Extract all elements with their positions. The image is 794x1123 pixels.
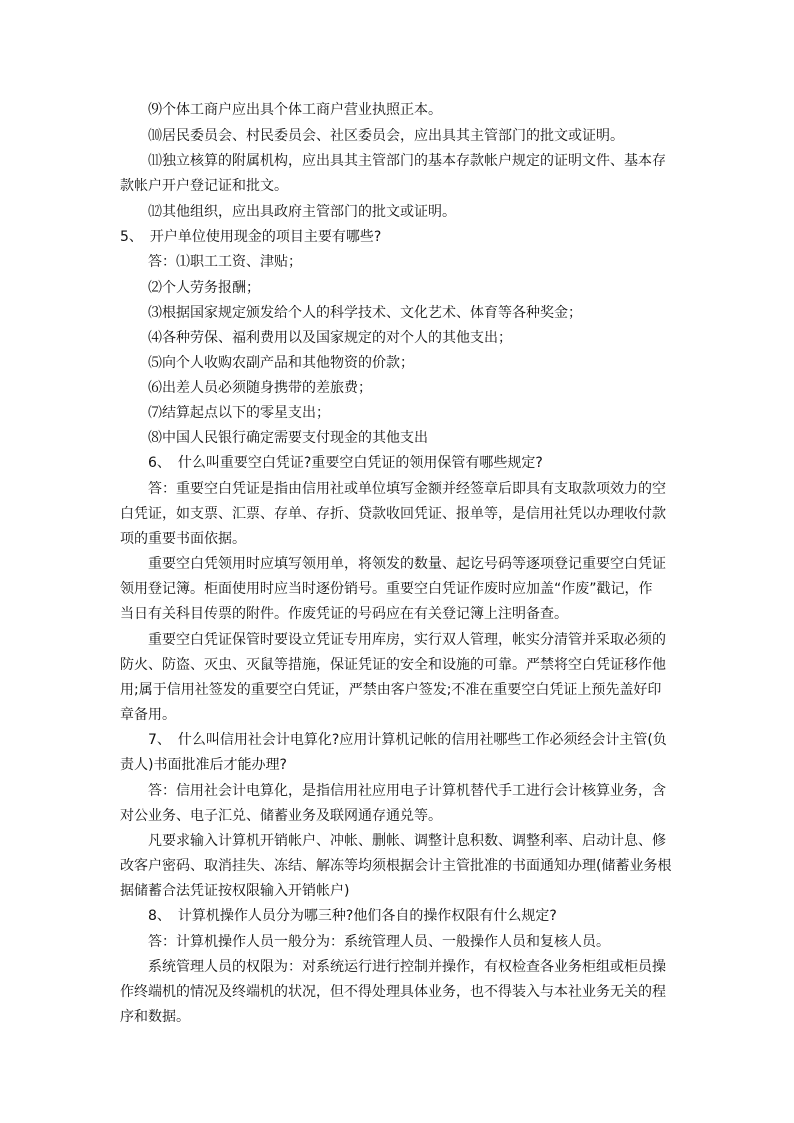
text-line: ⑵个人劳务报酬； bbox=[148, 280, 260, 296]
text-line: 据储蓄合法凭证按权限输入开销帐户) bbox=[120, 883, 350, 899]
question-heading: 5、 开户单位使用现金的项目主要有哪些? bbox=[120, 229, 382, 245]
text-line: 答：重要空白凭证是指由信用社或单位填写金额并经签章后即具有支取款项效力的空 bbox=[148, 481, 666, 497]
text-line: ⑺结算起点以下的零星支出； bbox=[148, 405, 330, 421]
text-line: ⑿其他组织，应出具政府主管部门的批文或证明。 bbox=[148, 204, 456, 220]
text-line: ⑹出差人员必须随身携带的差旅费； bbox=[148, 380, 372, 396]
text-line: 重要空白凭领用时应填写领用单，将领发的数量、起讫号码等逐项登记重要空白凭证 bbox=[148, 556, 666, 572]
text-line: 用;属于信用社签发的重要空白凭证，严禁由客户签发;不准在重要空白凭证上预先盖好印 bbox=[120, 682, 662, 698]
text-line: 系统管理人员的权限为：对系统运行进行控制并操作，有权检查各业务柜组或柜员操 bbox=[148, 959, 666, 975]
question-heading: 7、 什么叫信用社会计电算化?应用计算机记帐的信用社哪些工作必须经会计主管(负 bbox=[148, 732, 667, 748]
text-line: ⑻中国人民银行确定需要支付现金的其他支出 bbox=[148, 430, 428, 446]
text-line: 作终端机的情况及终端机的状况，但不得处理具体业务，也不得装入与本社业务无关的程 bbox=[120, 984, 666, 1000]
text-line: 章备用。 bbox=[120, 707, 176, 723]
text-line: 白凭证，如支票、汇票、存单、存折、贷款收回凭证、报单等，是信用社凭以办理收付款 bbox=[120, 506, 666, 522]
text-line: ⑶根据国家规定颁发给个人的科学技术、文化艺术、体育等各种奖金； bbox=[148, 305, 582, 321]
text-line: 改客户密码、取消挂失、冻结、解冻等均须根据会计主管批准的书面通知办理(储蓄业务根 bbox=[120, 858, 672, 874]
text-line: 序和数据。 bbox=[120, 1009, 190, 1025]
text-line: 答：计算机操作人员一般分为：系统管理人员、一般操作人员和复核人员。 bbox=[148, 934, 610, 950]
text-line: ⑼个体工商户应出具个体工商户营业执照正本。 bbox=[148, 102, 442, 118]
text-line: 款帐户开户登记证和批文。 bbox=[120, 178, 288, 194]
text-line: 当日有关科目传票的附件。作废凭证的号码应在有关登记簿上注明备查。 bbox=[120, 606, 568, 622]
question-heading: 责人)书面批准后才能办理? bbox=[120, 757, 287, 773]
text-line: 项的重要书面依据。 bbox=[120, 531, 246, 547]
text-line: 防火、防盗、灭虫、灭鼠等措施，保证凭证的安全和设施的可靠。严禁将空白凭证移作他 bbox=[120, 657, 666, 673]
text-line: 领用登记簿。柜面使用时应当时逐份销号。重要空白凭证作废时应加盖“作废”戳记，作 bbox=[120, 581, 653, 597]
text-line: ⑷各种劳保、福利费用以及国家规定的对个人的其他支出； bbox=[148, 330, 512, 346]
text-line: 对公业务、电子汇兑、储蓄业务及联网通存通兑等。 bbox=[120, 808, 442, 824]
text-line: 答：⑴职工工资、津贴； bbox=[148, 254, 302, 270]
question-heading: 6、 什么叫重要空白凭证?重要空白凭证的领用保管有哪些规定? bbox=[148, 455, 543, 471]
text-line: ⑸向个人收购农副产品和其他物资的价款； bbox=[148, 355, 414, 371]
text-line: ⑾独立核算的附属机构，应出具其主管部门的基本存款帐户规定的证明文件、基本存 bbox=[148, 153, 666, 169]
question-heading: 8、 计算机操作人员分为哪三种?他们各自的操作权限有什么规定? bbox=[148, 908, 557, 924]
text-line: 凡要求输入计算机开销帐户、冲帐、删帐、调整计息积数、调整利率、启动计息、修 bbox=[148, 833, 666, 849]
text-line: 重要空白凭证保管时要设立凭证专用库房，实行双人管理，帐实分清管并采取必须的 bbox=[148, 632, 666, 648]
text-line: ⑽居民委员会、村民委员会、社区委员会，应出具其主管部门的批文或证明。 bbox=[148, 128, 624, 144]
text-line: 答：信用社会计电算化，是指信用社应用电子计算机替代手工进行会计核算业务，含 bbox=[148, 783, 666, 799]
